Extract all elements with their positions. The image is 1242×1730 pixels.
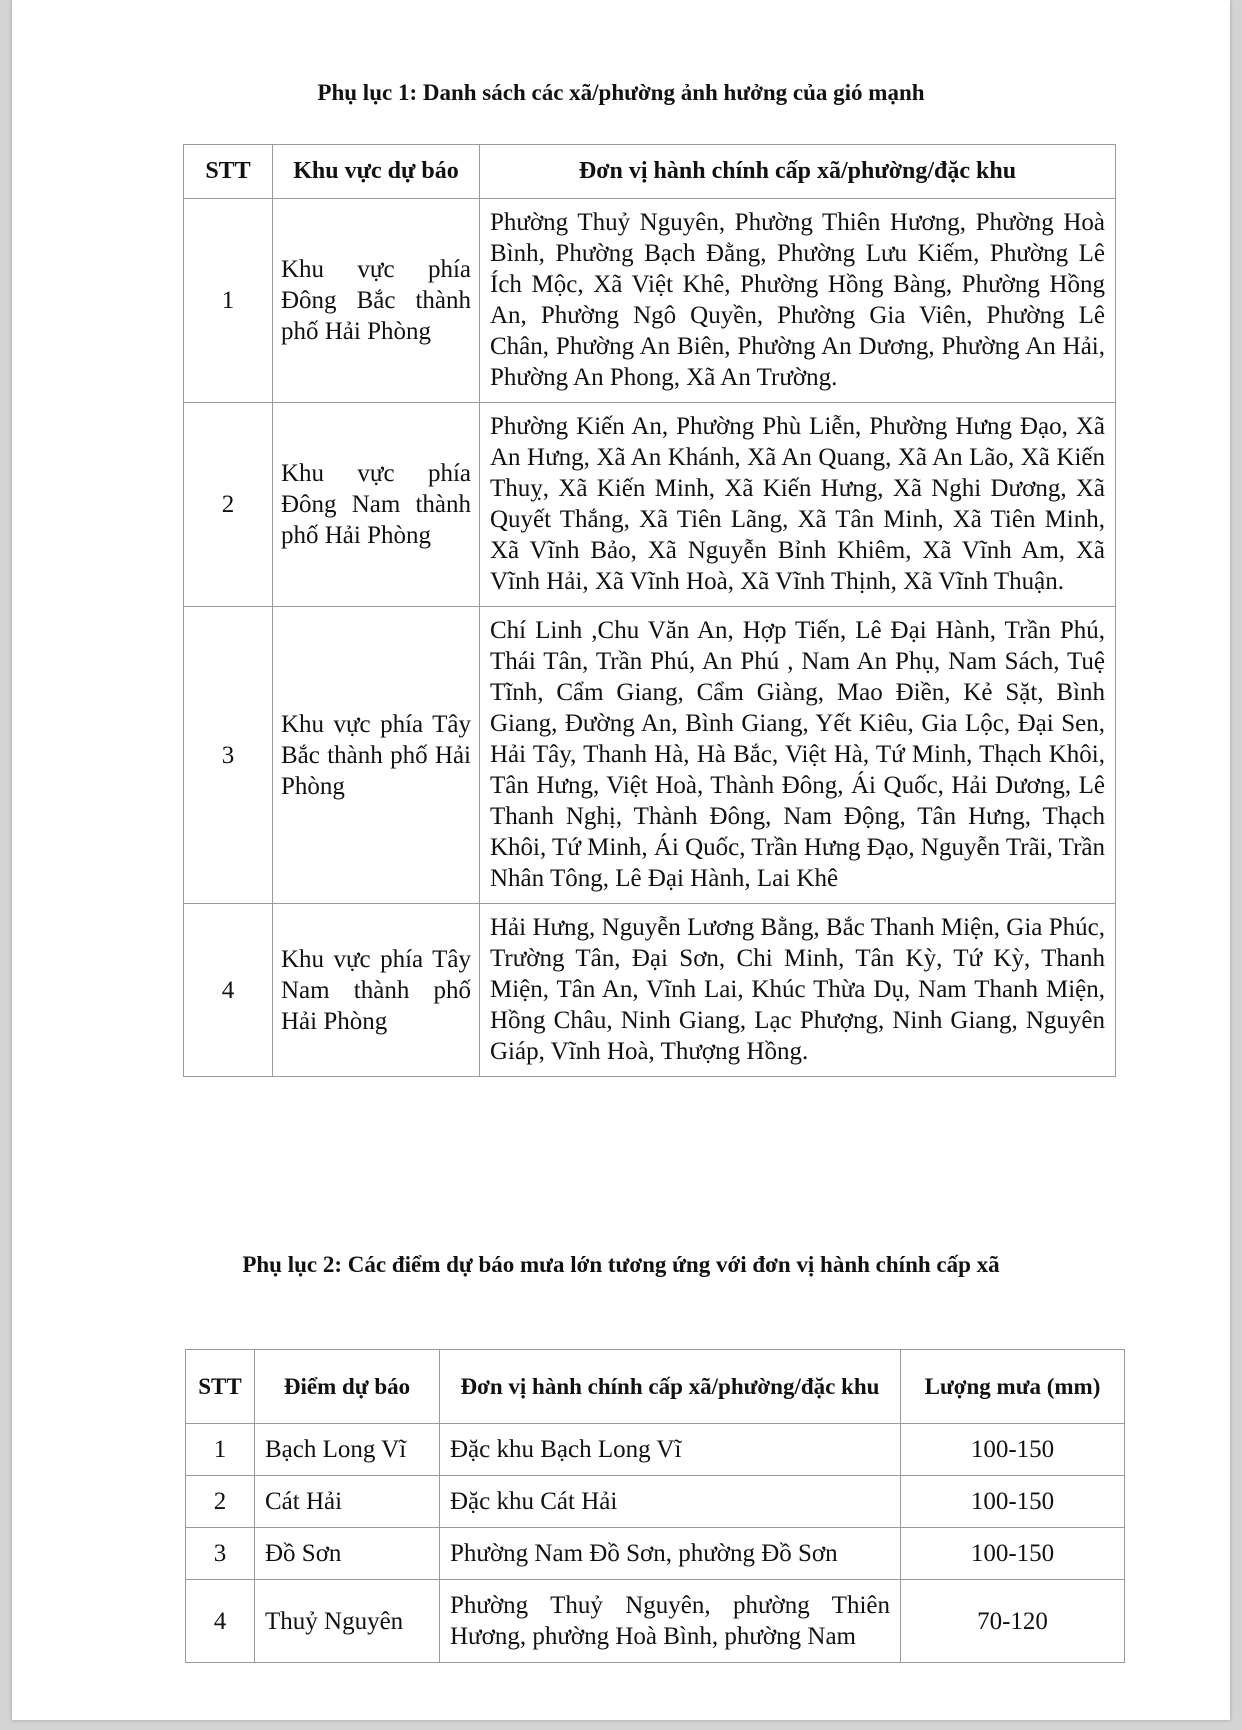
table-row (186, 1528, 1125, 1580)
row-number: 3 (184, 607, 273, 904)
forecast-point: Đồ Sơn (255, 1528, 440, 1580)
rain-forecast-table (185, 1349, 1125, 1663)
forecast-area: Khu vực phía Đông Nam thành phố Hải Phòng (273, 403, 480, 607)
header-stt: STT (186, 1350, 255, 1424)
forecast-point: Cát Hải (255, 1476, 440, 1528)
rainfall-amount: 100-150 (901, 1476, 1125, 1528)
row-number: 4 (186, 1580, 255, 1663)
appendix-1-title: Phụ lục 1: Danh sách các xã/phường ảnh hưởng của gió mạnh (317, 80, 925, 105)
header-admin-units: Đơn vị hành chính cấp xã/phường/đặc khu (480, 145, 1116, 199)
row-number: 1 (184, 199, 273, 403)
rainfall-amount: 70-120 (901, 1580, 1125, 1663)
forecast-point: Bạch Long Vĩ (255, 1424, 440, 1476)
table-row (186, 1476, 1125, 1528)
table-header-row (186, 1350, 1125, 1424)
forecast-point: Thuỷ Nguyên (255, 1580, 440, 1663)
rainfall-amount: 100-150 (901, 1424, 1125, 1476)
table-row (184, 403, 1116, 607)
header-stt: STT (184, 145, 273, 199)
header-rainfall: Lượng mưa (mm) (901, 1350, 1125, 1424)
admin-units: Đặc khu Cát Hải (440, 1476, 901, 1528)
header-forecast-area: Khu vực dự báo (273, 145, 480, 199)
document-page (12, 0, 1230, 1720)
table-row (184, 607, 1116, 904)
forecast-area: Khu vực phía Tây Bắc thành phố Hải Phòng (273, 607, 480, 904)
forecast-area: Khu vực phía Đông Bắc thành phố Hải Phòng (273, 199, 480, 403)
table-row (186, 1424, 1125, 1476)
table-row (184, 904, 1116, 1077)
row-number: 3 (186, 1528, 255, 1580)
forecast-area: Khu vực phía Tây Nam thành phố Hải Phòng (273, 904, 480, 1077)
row-number: 2 (186, 1476, 255, 1528)
admin-units: Đặc khu Bạch Long Vĩ (440, 1424, 901, 1476)
header-forecast-point: Điểm dự báo (255, 1350, 440, 1424)
admin-units: Phường Kiến An, Phường Phù Liễn, Phường Hưng Đạo, Xã An Hưng, Xã An Khánh, Xã An Quang, Xã An Lão, Xã Kiến Thuỵ, Xã Kiến Minh, Xã Kiến Hưng, Xã Nghi Dương, Xã Quyết Thắng, Xã Tiên Lãng, Xã Tân Minh, Xã Tiên Minh, Xã Vĩnh Bảo, Xã Nguyễn Bỉnh Khiêm, Xã Vĩnh Am, Xã Vĩnh Hải, Xã Vĩnh Hoà, Xã Vĩnh Thịnh, Xã Vĩnh Thuận. (480, 403, 1116, 607)
row-number: 4 (184, 904, 273, 1077)
header-admin-units: Đơn vị hành chính cấp xã/phường/đặc khu (440, 1350, 901, 1424)
table-header-row (184, 145, 1116, 199)
rainfall-amount: 100-150 (901, 1528, 1125, 1580)
table-row (184, 199, 1116, 403)
admin-units: Phường Nam Đồ Sơn, phường Đồ Sơn (440, 1528, 901, 1580)
row-number: 2 (184, 403, 273, 607)
wind-areas-table (183, 144, 1116, 1077)
admin-units: Hải Hưng, Nguyễn Lương Bằng, Bắc Thanh Miện, Gia Phúc, Trường Tân, Đại Sơn, Chi Minh, Tân Kỳ, Tứ Kỳ, Thanh Miện, Tân An, Vĩnh Lai, Khúc Thừa Dụ, Nam Thanh Miện, Hồng Châu, Ninh Giang, Lạc Phượng, Ninh Giang, Nguyên Giáp, Vĩnh Hoà, Thượng Hồng. (480, 904, 1116, 1077)
admin-units: Phường Thuỷ Nguyên, phường Thiên Hương, phường Hoà Bình, phường Nam (440, 1580, 901, 1663)
appendix-2-title: Phụ lục 2: Các điểm dự báo mưa lớn tương ứng với đơn vị hành chính cấp xã (242, 1252, 1000, 1277)
row-number: 1 (186, 1424, 255, 1476)
table-row (186, 1580, 1125, 1663)
admin-units: Chí Linh ,Chu Văn An, Hợp Tiến, Lê Đại Hành, Trần Phú, Thái Tân, Trần Phú, An Phú , Nam An Phụ, Nam Sách, Tuệ Tĩnh, Cẩm Giang, Cẩm Giàng, Mao Điền, Kẻ Sặt, Bình Giang, Đường An, Bình Giang, Yết Kiêu, Gia Lộc, Đại Sen, Hải Tây, Thanh Hà, Hà Bắc, Việt Hà, Tứ Minh, Thạch Khôi, Tân Hưng, Việt Hoà, Thành Đông, Ái Quốc, Hải Dương, Lê Thanh Nghị, Thành Đông, Nam Động, Tân Hưng, Thạch Khôi, Tứ Minh, Ái Quốc, Trần Hưng Đạo, Nguyễn Trãi, Trần Nhân Tông, Lê Đại Hành, Lai Khê (480, 607, 1116, 904)
admin-units: Phường Thuỷ Nguyên, Phường Thiên Hương, Phường Hoà Bình, Phường Bạch Đằng, Phường Lưu Kiếm, Phường Lê Ích Mộc, Xã Việt Khê, Phường Hồng Bàng, Phường Hồng An, Phường Ngô Quyền, Phường Gia Viên, Phường Lê Chân, Phường An Biên, Phường An Dương, Phường An Hải, Phường An Phong, Xã An Trường. (480, 199, 1116, 403)
